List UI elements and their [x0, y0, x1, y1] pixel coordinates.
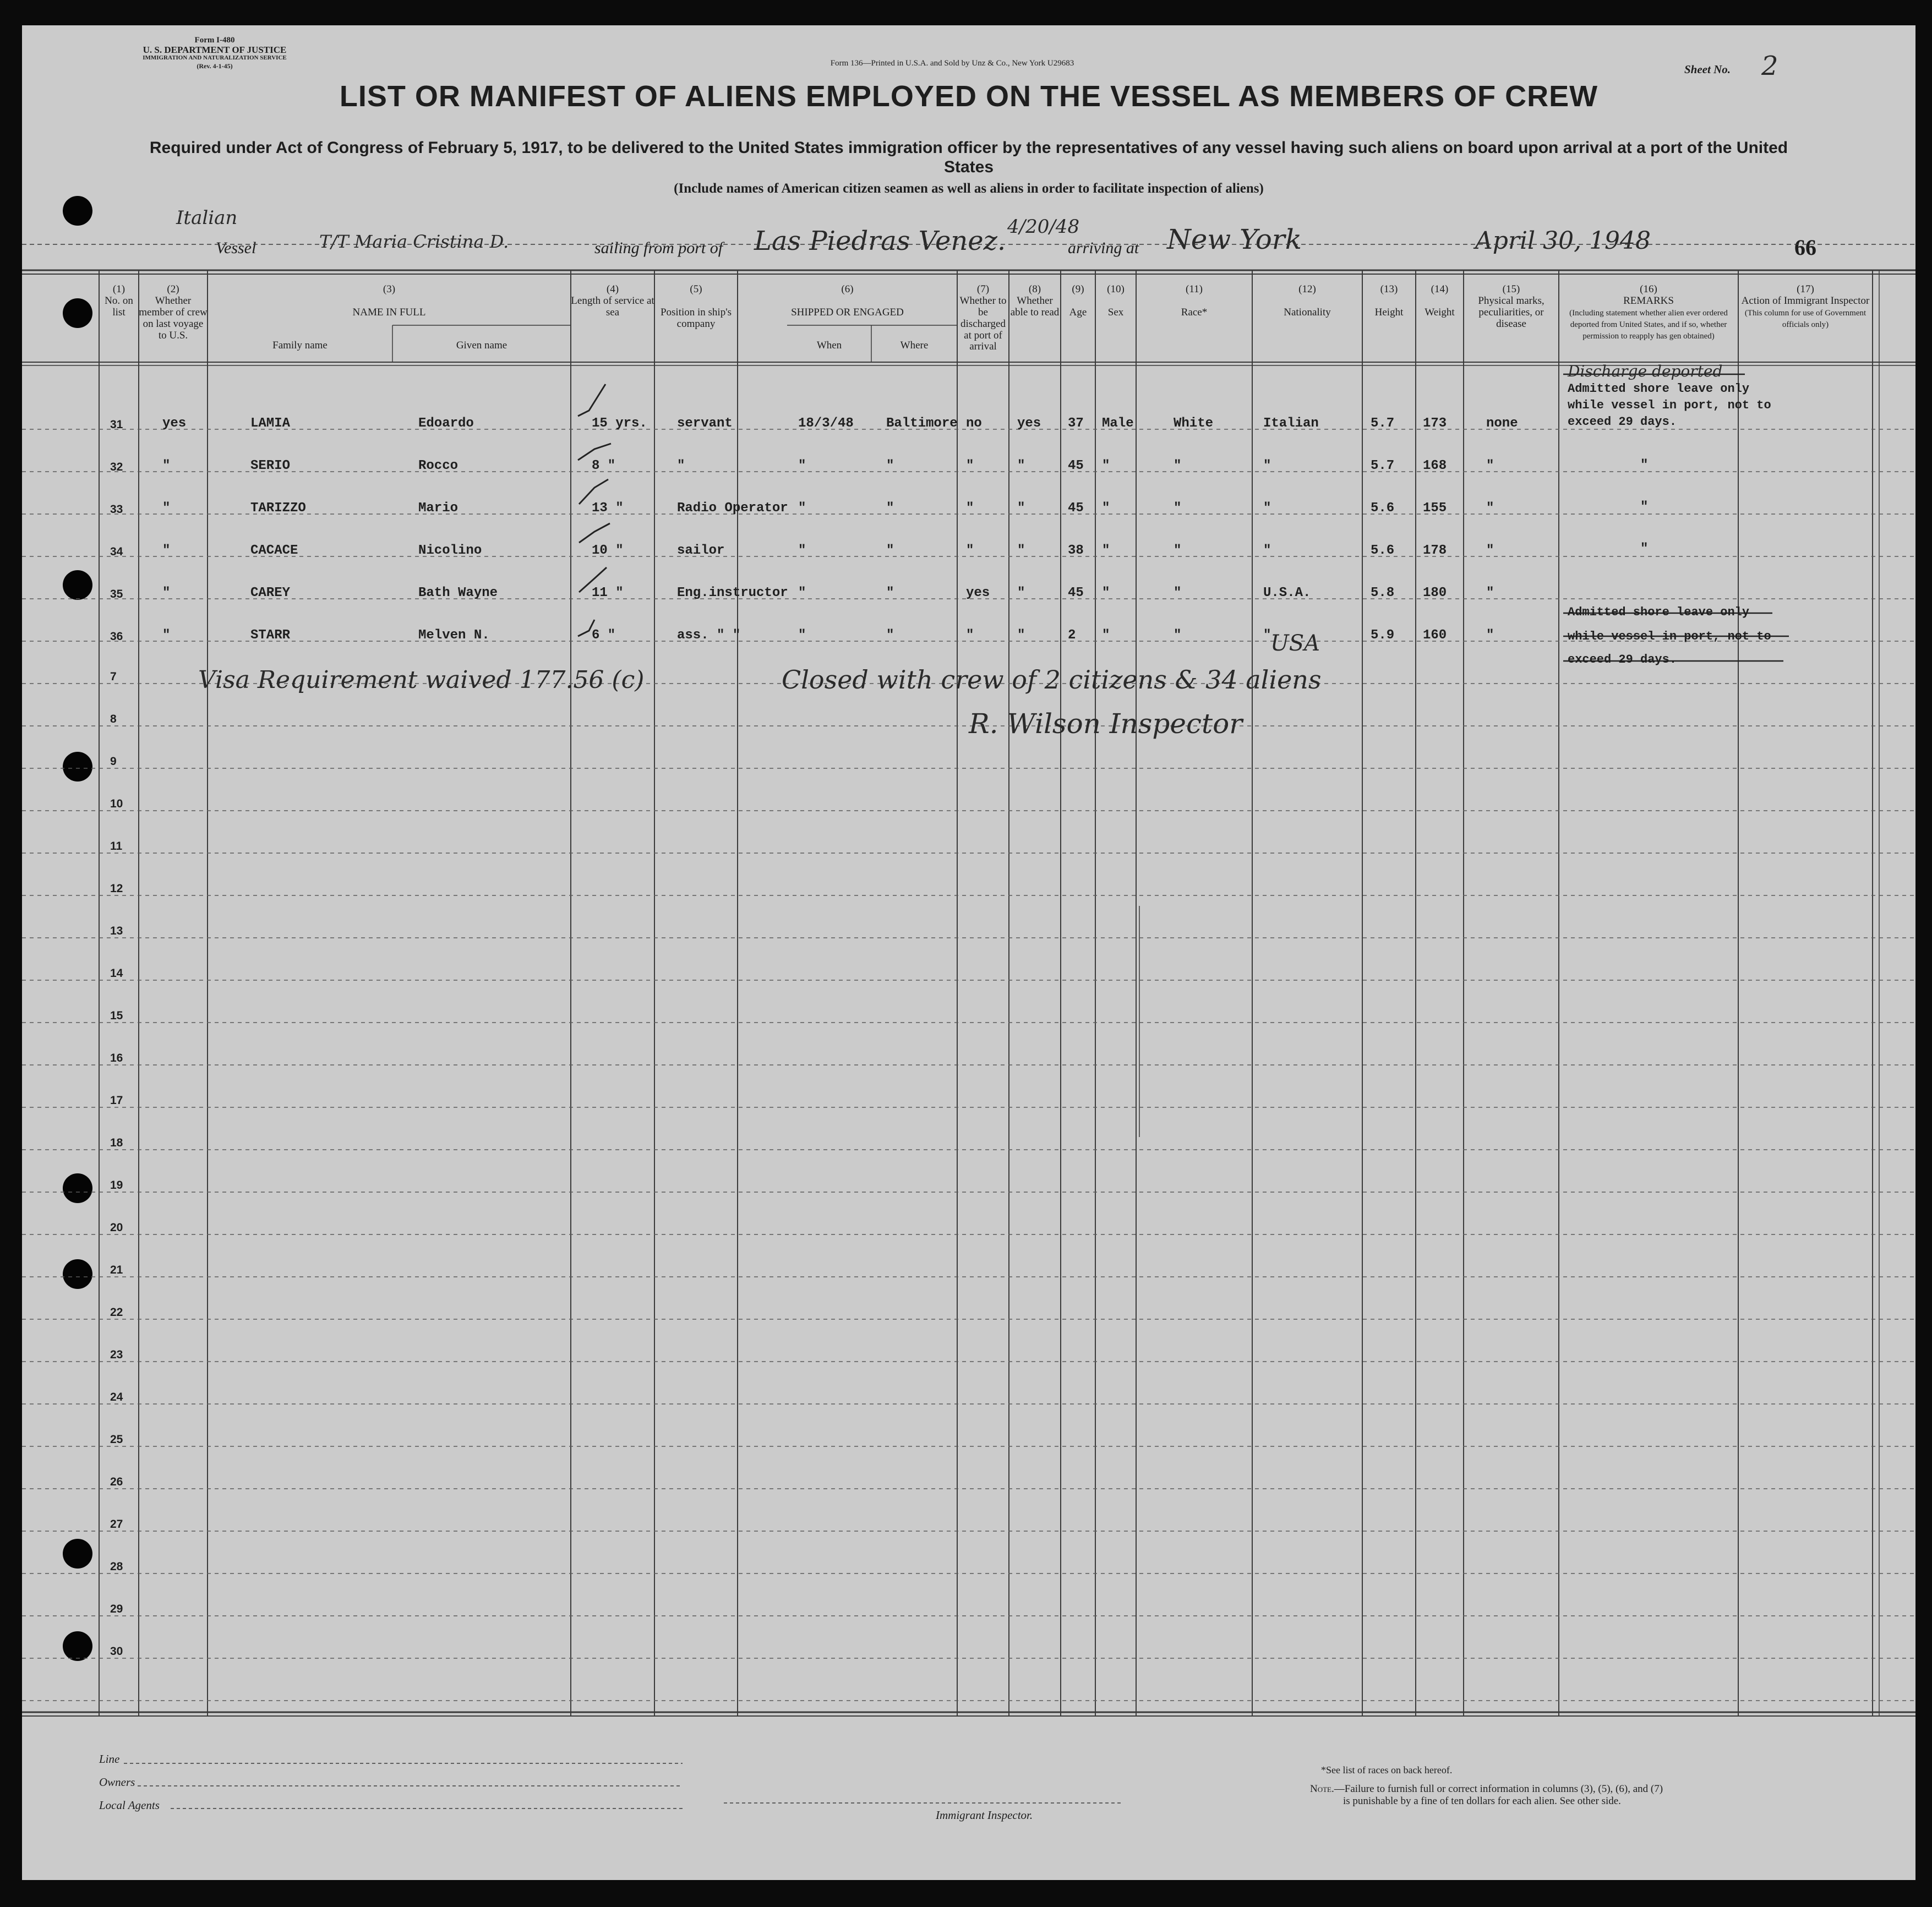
footer-races-note: *See list of races on back hereof.	[1321, 1764, 1453, 1775]
crew-cell-height: 5.7	[1371, 416, 1395, 431]
row-number: 29	[110, 1603, 123, 1615]
row-number: 8	[110, 713, 117, 725]
crew-cell-last_voyage: "	[162, 501, 171, 516]
col-header-3-family: Family name	[272, 340, 328, 351]
crew-cell-position: "	[677, 458, 685, 473]
crew-cell-race: "	[1174, 628, 1182, 643]
crew-cell-race: "	[1174, 543, 1182, 558]
crew-cell-where: "	[886, 458, 894, 473]
crew-cell-height: 5.7	[1371, 458, 1395, 473]
crew-cell-sex: "	[1102, 458, 1110, 473]
crew-cell-service: 8 "	[592, 458, 616, 473]
crew-cell-marks: "	[1486, 543, 1494, 558]
crew-cell-weight: 160	[1423, 628, 1447, 643]
form-number: Form I-480	[194, 36, 235, 45]
row-number: 26	[110, 1476, 123, 1488]
row-number: 25	[110, 1433, 123, 1446]
crew-cell-weight: 178	[1423, 543, 1447, 558]
crew-cell-no: 32	[110, 461, 123, 473]
crew-cell-race: "	[1174, 501, 1182, 516]
row-number: 28	[110, 1560, 123, 1573]
remark-struck-note: Discharge deported	[1568, 362, 1723, 380]
crew-cell-given: Bath Wayne	[418, 586, 498, 600]
crew-cell-given: Nicolino	[418, 543, 482, 558]
row-number: 27	[110, 1518, 123, 1531]
crew-cell-position: servant	[677, 416, 733, 431]
sailing-label: sailing from port of	[594, 239, 723, 257]
crew-cell-age: 45	[1068, 501, 1084, 516]
remark-row31-a: Admitted shore leave only	[1568, 382, 1750, 396]
col-header-17: (17) Action of Immigrant Inspector (This column for use of Government officials only)	[1741, 283, 1870, 329]
manifest-sheet	[22, 25, 1915, 1880]
remark-row31-c: exceed 29 days.	[1568, 415, 1677, 429]
crew-cell-given: Edoardo	[418, 416, 474, 431]
crew-cell-race: "	[1174, 586, 1182, 600]
crew-cell-no: 33	[110, 503, 123, 516]
row-number: 15	[110, 1009, 123, 1022]
printer-line: Form 136—Printed in U.S.A. and Sold by Unz & Co., New York U29683	[830, 59, 1074, 68]
arrival-date: April 30, 1948	[1475, 227, 1651, 255]
row-number: 17	[110, 1094, 123, 1107]
col-header-8: (8) Whether able to read	[1010, 283, 1060, 318]
crew-cell-weight: 155	[1423, 501, 1447, 516]
crew-cell-family: LAMIA	[250, 416, 291, 431]
crew-cell-age: 2	[1068, 628, 1076, 643]
crew-cell-where: "	[886, 501, 894, 516]
crew-count-note: Closed with crew of 2 citizens & 34 aliens	[782, 665, 1322, 695]
vessel-nationality-note: Italian	[176, 207, 238, 229]
page-title: LIST OR MANIFEST OF ALIENS EMPLOYED ON THE VESSEL AS MEMBERS OF CREW	[339, 80, 1598, 113]
crew-cell-service: 6 "	[592, 628, 616, 643]
crew-cell-height: 5.6	[1371, 501, 1395, 516]
sheet-number: 2	[1761, 51, 1778, 81]
crew-cell-nationality: Italian	[1263, 416, 1319, 431]
col-header-12: (12) Nationality	[1284, 283, 1331, 318]
crew-cell-nationality: "	[1263, 628, 1271, 643]
crew-cell-weight: 168	[1423, 458, 1447, 473]
remark-row35-a: Admitted shore leave only	[1568, 605, 1750, 619]
crew-cell-no: 34	[110, 545, 123, 558]
crew-cell-sex: "	[1102, 628, 1110, 643]
crew-cell-last_voyage: "	[162, 586, 171, 600]
row-number: 23	[110, 1348, 123, 1361]
row-number: 11	[110, 840, 123, 853]
crew-cell-family: CACACE	[250, 543, 298, 558]
crew-cell-read: yes	[1017, 416, 1041, 431]
crew-cell-sex: "	[1102, 501, 1110, 516]
crew-cell-when: "	[798, 628, 806, 643]
crew-cell-height: 5.6	[1371, 543, 1395, 558]
crew-cell-where: Baltimore	[886, 416, 958, 431]
crew-cell-given: Melven N.	[418, 628, 490, 643]
crew-cell-race: White	[1174, 416, 1214, 431]
crew-cell-given: Mario	[418, 501, 459, 516]
vessel-name: T/T Maria Cristina D.	[319, 231, 509, 252]
crew-cell-height: 5.8	[1371, 586, 1395, 600]
remark-row33: "	[1640, 500, 1649, 515]
crew-cell-family: SERIO	[250, 458, 291, 473]
crew-cell-last_voyage: "	[162, 628, 171, 643]
crew-cell-nationality: "	[1263, 501, 1271, 516]
row-number: 18	[110, 1136, 123, 1149]
col-header-10: (10) Sex	[1107, 283, 1125, 318]
sheet-label: Sheet No.	[1684, 63, 1731, 76]
row-number: 22	[110, 1306, 123, 1319]
crew-cell-when: "	[798, 586, 806, 600]
col-header-5: (5) Position in ship's company	[660, 283, 732, 330]
crew-cell-service: 13 "	[592, 501, 624, 516]
row-number: 14	[110, 967, 123, 980]
crew-cell-race: "	[1174, 458, 1182, 473]
crew-cell-read: "	[1017, 586, 1025, 600]
crew-cell-nationality: "	[1263, 543, 1271, 558]
footer-agents-label: Local Agents	[99, 1799, 160, 1812]
crew-cell-sex: Male	[1102, 416, 1134, 431]
footer-owners-label: Owners	[99, 1775, 135, 1789]
row-number: 13	[110, 925, 123, 937]
col-header-11: (11) Race*	[1181, 283, 1208, 318]
crew-cell-family: CAREY	[250, 586, 291, 600]
col-header-6-when: When	[816, 340, 842, 351]
crew-cell-where: "	[886, 586, 894, 600]
crew-cell-when: "	[798, 543, 806, 558]
crew-cell-marks: "	[1486, 501, 1494, 516]
crew-cell-position: ass. " "	[677, 628, 741, 643]
crew-cell-age: 45	[1068, 586, 1084, 600]
crew-cell-where: "	[886, 628, 894, 643]
arriving-port: New York	[1167, 223, 1302, 255]
page-subtitle: Required under Act of Congress of February 5, 1917, to be delivered to the United States immigration officer by the representatives of any vessel having such aliens on board upon arrival at a port of the United States	[149, 139, 1788, 176]
footer-line-label: Line	[99, 1752, 120, 1766]
crew-cell-position: Radio Operator	[677, 501, 788, 516]
inspector-signature: R. Wilson Inspector	[969, 708, 1243, 740]
row-number: 19	[110, 1179, 123, 1192]
row-number: 24	[110, 1391, 123, 1403]
row-number: 7	[110, 670, 117, 683]
row-number: 20	[110, 1221, 123, 1234]
crew-cell-service: 10 "	[592, 543, 624, 558]
crew-cell-given: Rocco	[418, 458, 459, 473]
col-header-6: (6) SHIPPED OR ENGAGED	[791, 283, 904, 318]
col-header-15: (15) Physical marks, peculiarities, or disease	[1478, 283, 1544, 330]
remark-row32: "	[1640, 458, 1649, 473]
crew-cell-height: 5.9	[1371, 628, 1395, 643]
crew-cell-no: 35	[110, 588, 123, 600]
remark-row34: "	[1640, 542, 1649, 556]
service-name: IMMIGRATION AND NATURALIZATION SERVICE	[143, 54, 287, 61]
crew-cell-discharged: yes	[966, 586, 990, 600]
col-header-6-where: Where	[900, 340, 929, 351]
crew-cell-nationality: U.S.A.	[1263, 586, 1311, 600]
crew-cell-where: "	[886, 543, 894, 558]
crew-cell-last_voyage: "	[162, 458, 171, 473]
crew-cell-discharged: no	[966, 416, 982, 431]
crew-cell-marks: "	[1486, 586, 1494, 600]
crew-cell-age: 45	[1068, 458, 1084, 473]
crew-cell-no: 36	[110, 630, 123, 643]
crew-cell-service: 15 yrs.	[592, 416, 647, 431]
crew-cell-sex: "	[1102, 586, 1110, 600]
crew-cell-age: 37	[1068, 416, 1084, 431]
col-header-14: (14) Weight	[1425, 283, 1455, 318]
col-header-9: (9) Age	[1069, 283, 1087, 318]
col-header-1: (1) No. on list	[105, 283, 133, 318]
crew-cell-discharged: "	[966, 543, 974, 558]
row-number: 12	[110, 882, 123, 895]
crew-cell-marks: "	[1486, 628, 1494, 643]
crew-cell-discharged: "	[966, 501, 974, 516]
crew-cell-position: sailor	[677, 543, 725, 558]
stamp-number: 66	[1794, 235, 1816, 260]
crew-cell-position: Eng.instructor	[677, 586, 788, 600]
crew-cell-last_voyage: "	[162, 543, 171, 558]
crew-cell-last_voyage: yes	[162, 416, 187, 431]
crew-cell-read: "	[1017, 458, 1025, 473]
col-header-4: (4) Length of service at sea	[571, 283, 654, 318]
crew-cell-read: "	[1017, 543, 1025, 558]
col-header-3-given: Given name	[456, 340, 507, 351]
crew-cell-marks: "	[1486, 458, 1494, 473]
crew-cell-discharged: "	[966, 628, 974, 643]
crew-cell-read: "	[1017, 501, 1025, 516]
col-header-2: (2) Whether member of crew on last voyage to U.S.	[139, 283, 208, 341]
row-number: 30	[110, 1645, 123, 1658]
nationality-handwritten: USA	[1270, 631, 1320, 656]
crew-cell-read: "	[1017, 628, 1025, 643]
visa-waiver-note: Visa Requirement waived 177.56 (c)	[198, 666, 645, 694]
crew-cell-no: 31	[110, 418, 123, 431]
include-note: (Include names of American citizen seamen as well as aliens in order to facilitate inspection of aliens)	[674, 181, 1264, 196]
arriving-label: arriving at	[1068, 239, 1139, 257]
col-header-3: (3) NAME IN FULL	[352, 283, 426, 318]
remark-row35-c: exceed 29 days.	[1568, 653, 1677, 666]
footer-note: Note.—Failure to furnish full or correct information in columns (3), (5), (6), and (7) is punishable by a fine of ten dollars for each alien. See other side.	[1310, 1783, 1663, 1807]
col-header-13: (13) Height	[1374, 283, 1404, 318]
remark-row35-b: while vessel in port, not to	[1568, 630, 1771, 643]
crew-cell-family: TARIZZO	[250, 501, 306, 516]
crew-cell-family: STARR	[250, 628, 291, 643]
crew-cell-nationality: "	[1263, 458, 1271, 473]
crew-cell-sex: "	[1102, 543, 1110, 558]
col-header-16: (16) REMARKS (Including statement whether alien ever ordered deported from United States, and if so, whether permission to reapply has gen obtained)	[1569, 283, 1728, 341]
crew-cell-weight: 180	[1423, 586, 1447, 600]
crew-cell-when: "	[798, 501, 806, 516]
crew-cell-age: 38	[1068, 543, 1084, 558]
col-header-7: (7) Whether to be discharged at port of arrival	[959, 283, 1007, 353]
row-number: 16	[110, 1052, 123, 1064]
department-name: U. S. DEPARTMENT OF JUSTICE	[143, 45, 287, 55]
crew-cell-when: 18/3/48	[798, 416, 854, 431]
sailing-port: Las Piedras Venez.	[754, 226, 1006, 256]
sailing-date: 4/20/48	[1007, 216, 1080, 238]
footer-inspector-label: Immigrant Inspector.	[936, 1808, 1033, 1822]
crew-cell-marks: none	[1486, 416, 1518, 431]
crew-cell-when: "	[798, 458, 806, 473]
row-number: 9	[110, 755, 117, 768]
row-number: 21	[110, 1264, 123, 1276]
row-number: 10	[110, 797, 123, 810]
remark-row31-b: while vessel in port, not to	[1568, 398, 1771, 412]
crew-cell-service: 11 "	[592, 586, 624, 600]
revision-date: (Rev. 4-1-45)	[197, 62, 233, 70]
vessel-label: Vessel	[216, 239, 256, 257]
crew-cell-weight: 173	[1423, 416, 1447, 431]
crew-cell-discharged: "	[966, 458, 974, 473]
